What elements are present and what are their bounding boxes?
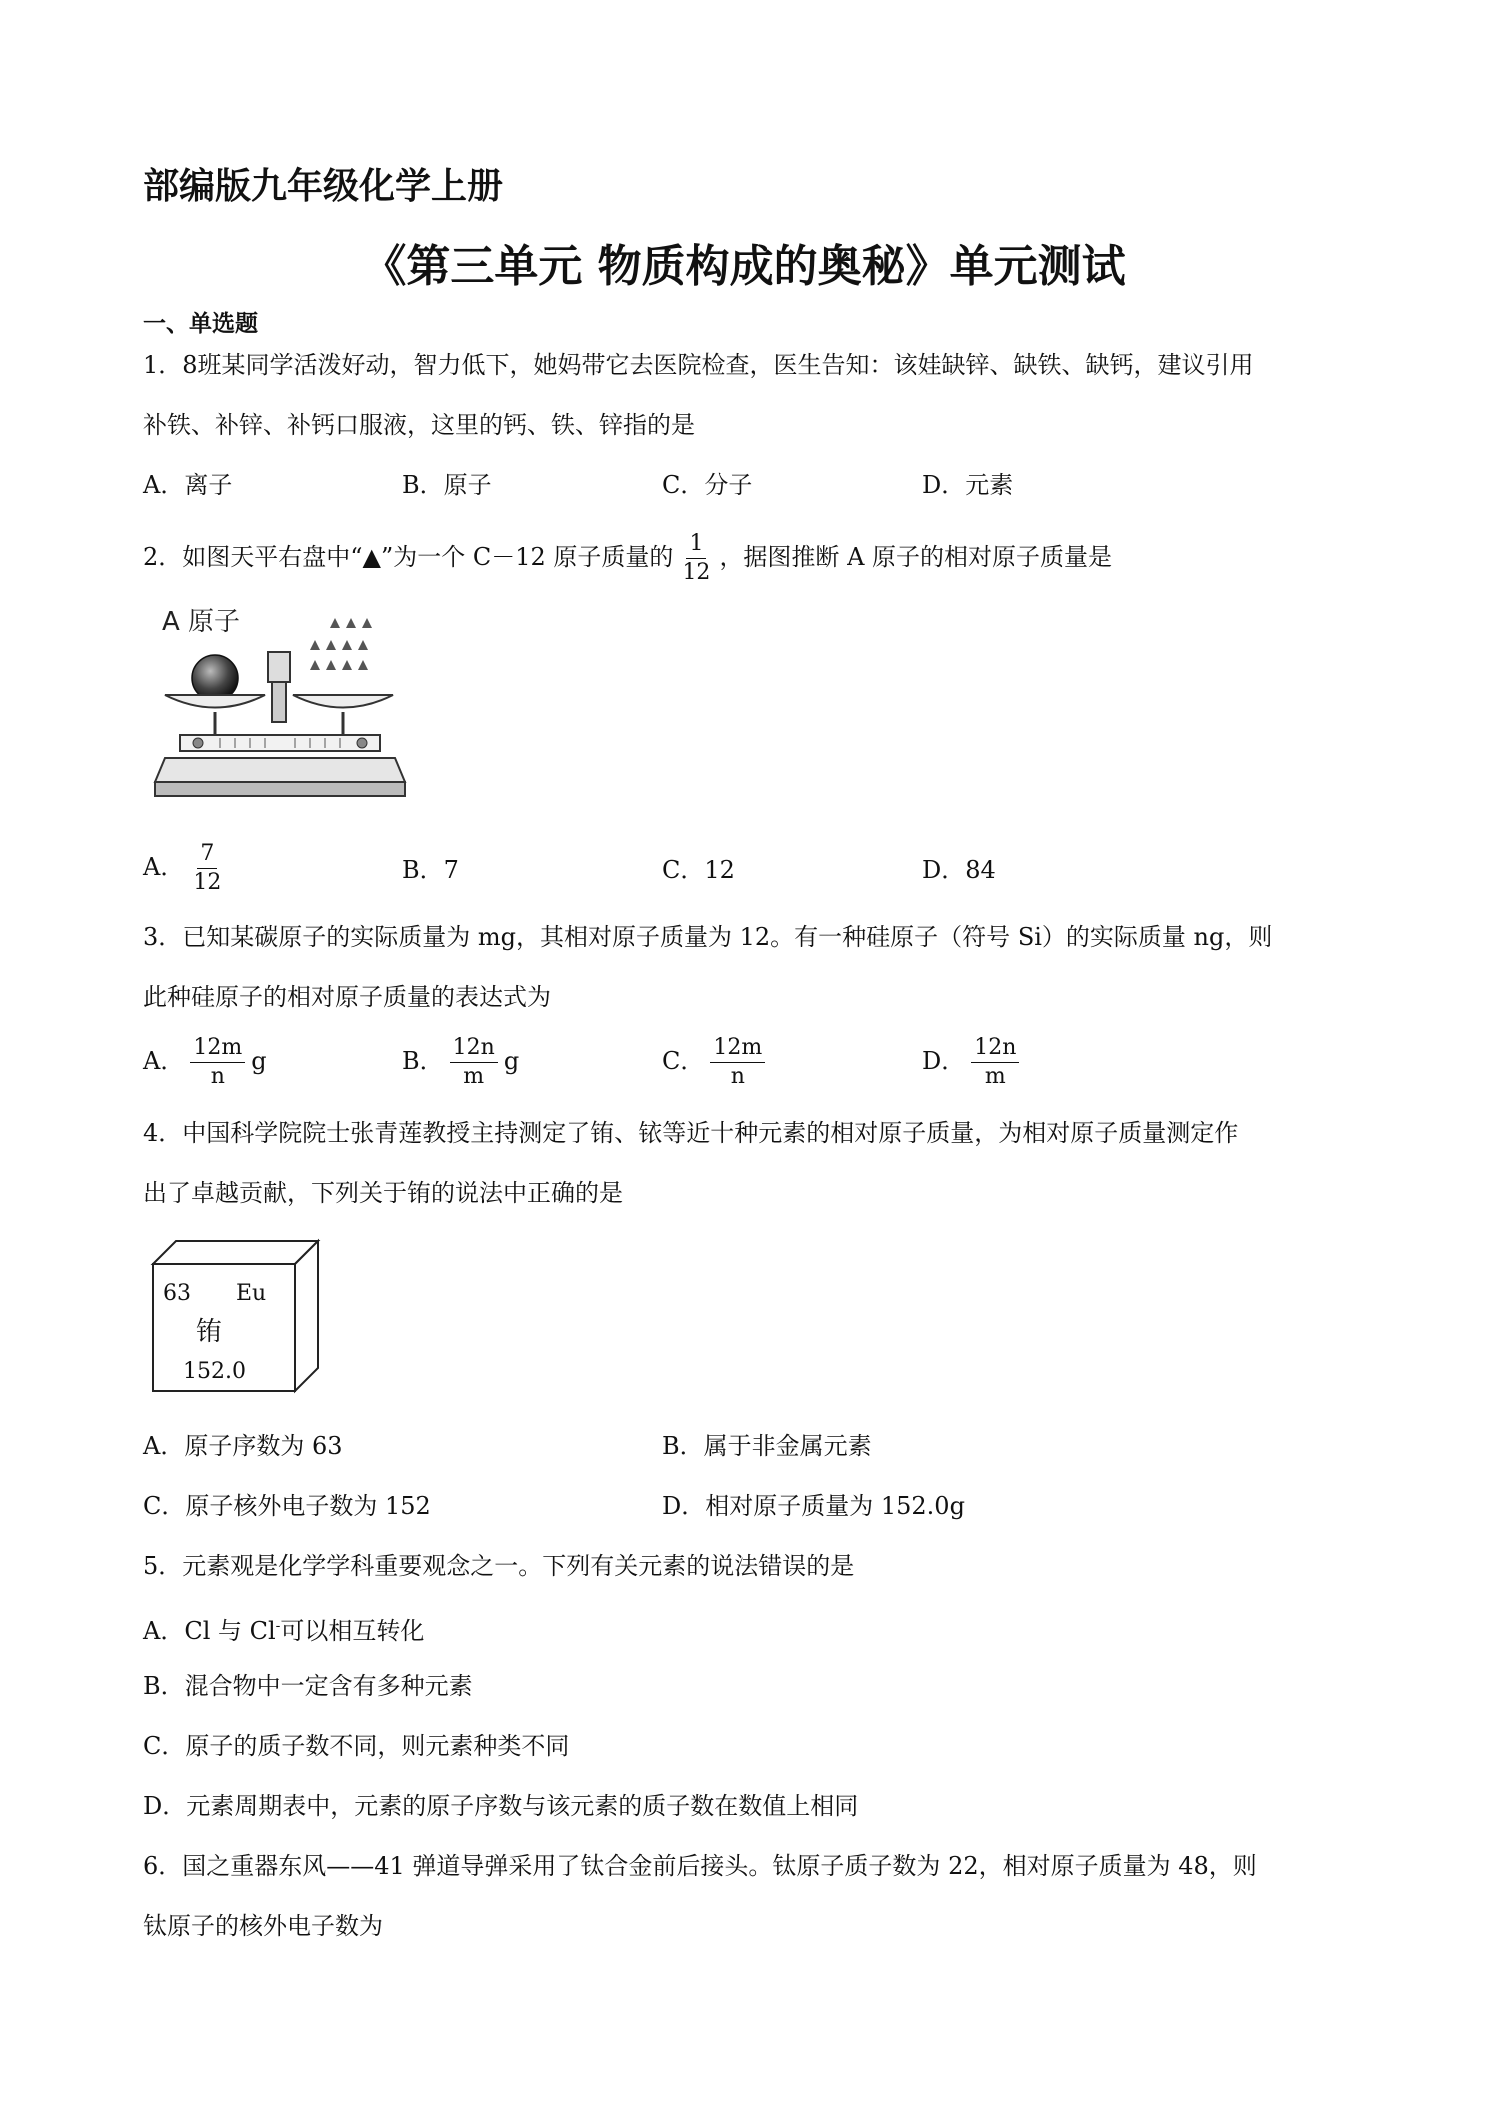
q4-option-c: C．原子核外电子数为 152: [143, 1492, 431, 1520]
left-knob: [193, 738, 203, 748]
balance-base: [155, 782, 405, 796]
q3-option-c-fraction: [710, 1034, 765, 1091]
q3-text-line2: 此种硅原子的相对原子质量的表达式为: [143, 983, 551, 1011]
q5-option-a: [143, 1610, 424, 1647]
element-name: 铕: [196, 1317, 223, 1347]
balance-base-top: [155, 758, 405, 782]
q5-option-d: D．元素周期表中，元素的原子序数与该元素的质子数在数值上相同: [143, 1792, 859, 1820]
q3-option-a-denominator: n: [210, 1064, 225, 1089]
q2-fraction-numerator: 1: [686, 530, 706, 559]
q1-option-d: D．元素: [922, 471, 1014, 499]
q2-option-d: D．84: [922, 856, 996, 884]
q2-option-a-numerator: 7: [197, 840, 217, 869]
q1-option-a: A．离子: [143, 471, 233, 499]
right-pan: [293, 695, 393, 708]
q3-option-b-fraction: [450, 1034, 498, 1091]
element-atomic-number: 63: [163, 1281, 191, 1306]
element-card-top-face: [153, 1241, 318, 1264]
q2-text: [143, 530, 1112, 587]
q3-option-a-unit: g: [251, 1047, 267, 1075]
q1-option-c: C．分子: [662, 471, 753, 499]
q1-text-line1: 1．8班某同学活泼好动，智力低下，她妈带它去医院检查，医生告知：该娃缺锌、缺铁、缺钙，建议引用: [143, 351, 1254, 379]
q3-option-b-label: B．: [402, 1047, 444, 1075]
q2-text-prefix: 2．如图天平右盘中“▲”为一个 C－12 原子质量的: [143, 543, 674, 571]
q3-option-c-label: C．: [662, 1047, 705, 1075]
q3-option-d: [922, 1034, 1025, 1091]
balance-scale-diagram: [150, 600, 410, 810]
element-symbol: Eu: [236, 1281, 267, 1306]
q5-option-b: B．混合物中一定含有多种元素: [143, 1672, 473, 1700]
q2-option-a-denominator: 12: [193, 870, 222, 895]
q3-text-line1: 3．已知某碳原子的实际质量为 mg，其相对原子质量为 12。有一种硅原子（符号 Si）的实际质量 ng，则: [143, 923, 1273, 951]
q2-option-a-fraction: [190, 840, 224, 897]
element-atomic-mass: 152.0: [183, 1359, 246, 1384]
q3-option-a-numerator: 12m: [190, 1034, 245, 1063]
q2-text-suffix: ，据图推断 A 原子的相对原子质量是: [719, 543, 1113, 571]
q5-option-a-prefix: A．Cl 与 Cl: [143, 1617, 276, 1645]
q3-option-b: [402, 1034, 519, 1091]
q5-option-c: C．原子的质子数不同，则元素种类不同: [143, 1732, 570, 1760]
left-pan: [165, 695, 265, 708]
document-title: 《第三单元 物质构成的奥秘》单元测试: [362, 241, 1126, 292]
q2-option-a: [143, 840, 230, 897]
q2-option-b: B．7: [402, 856, 459, 884]
q3-option-c: [662, 1034, 771, 1091]
element-card-side-face: [295, 1241, 318, 1391]
q3-option-b-denominator: m: [463, 1064, 485, 1089]
q4-option-b: B．属于非金属元素: [662, 1432, 872, 1460]
q5-option-a-suffix: 可以相互转化: [280, 1617, 425, 1645]
element-card: [148, 1236, 323, 1396]
q1-text-line2: 补铁、补锌、补钙口服液，这里的钙、铁、锌指的是: [143, 411, 695, 439]
q3-option-c-denominator: n: [730, 1064, 745, 1089]
q4-option-a: A．原子序数为 63: [143, 1432, 343, 1460]
q3-option-b-numerator: 12n: [450, 1034, 498, 1063]
q4-option-d: D．相对原子质量为 152.0g: [662, 1492, 965, 1520]
balance-atom-label: A 原子: [162, 607, 241, 637]
q5-option-a-charge: -: [275, 1618, 281, 1634]
q2-fraction: [679, 530, 713, 587]
q3-option-c-numerator: 12m: [710, 1034, 765, 1063]
balance-figure: [150, 600, 410, 810]
q2-option-a-label: A．: [143, 853, 185, 881]
balance-beam: [180, 735, 380, 751]
q1-option-b: B．原子: [402, 471, 492, 499]
q3-option-a: [143, 1034, 267, 1091]
q3-option-b-unit: g: [503, 1047, 520, 1075]
q6-text-line1: 6．国之重器东风——41 弹道导弹采用了钛合金前后接头。钛原子质子数为 22，相对原子质量为 48，则: [143, 1852, 1257, 1880]
q6-text-line2: 钛原子的核外电子数为: [143, 1912, 383, 1940]
q2-option-c: C．12: [662, 856, 735, 884]
center-pillar: [272, 682, 286, 722]
q3-option-d-denominator: m: [984, 1064, 1006, 1089]
q3-option-d-label: D．: [922, 1047, 966, 1075]
q4-text-line2: 出了卓越贡献，下列关于铕的说法中正确的是: [143, 1179, 623, 1207]
center-pointer: [268, 652, 290, 682]
element-card-figure: [148, 1236, 323, 1396]
triangle-weights: [310, 618, 372, 670]
q3-option-d-fraction: [971, 1034, 1019, 1091]
section-heading: 一、单选题: [143, 311, 258, 337]
q3-option-d-numerator: 12n: [971, 1034, 1019, 1063]
right-knob: [357, 738, 367, 748]
document-subtitle: 部编版九年级化学上册: [143, 166, 504, 207]
q5-text-line1: 5．元素观是化学学科重要观念之一。下列有关元素的说法错误的是: [143, 1552, 855, 1580]
q3-option-a-label: A．: [143, 1047, 185, 1075]
q3-option-a-fraction: [190, 1034, 245, 1091]
q4-text-line1: 4．中国科学院院士张青莲教授主持测定了铕、铱等近十种元素的相对原子质量，为相对原子质量测定作: [143, 1119, 1239, 1147]
q2-fraction-denominator: 12: [682, 560, 711, 585]
